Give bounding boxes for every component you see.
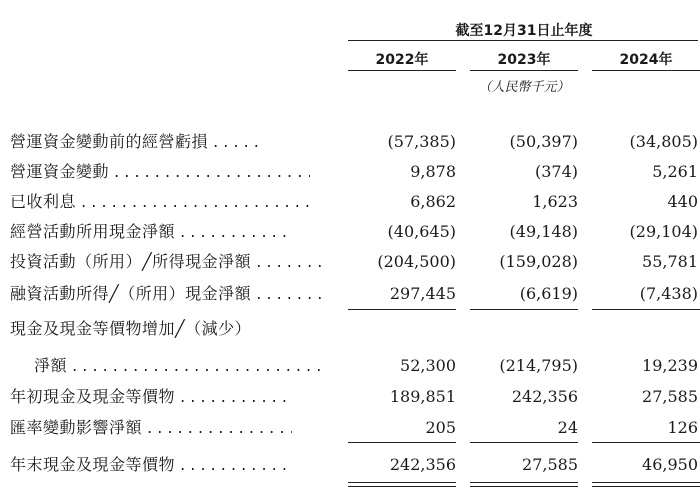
row-label: 營運資金變動前的經營虧損 . . . [10, 129, 260, 155]
period-header: 截至12月31日止年度 [455, 23, 593, 39]
value-2023: (50,397) [509, 132, 578, 151]
row-label: 經營活動所用現金淨額 . . . [10, 219, 292, 245]
row-label: 年初現金及現金等價物 . . . [10, 384, 292, 410]
value-2024: 27,585 [642, 387, 698, 406]
year-2024-rule [592, 70, 700, 71]
value-2024: 126 [667, 418, 698, 437]
total-double-rule-bottom [348, 486, 456, 487]
value-2023: (159,028) [499, 252, 578, 271]
value-2024: 5,261 [652, 162, 698, 181]
value-2023: (49,148) [509, 222, 578, 241]
table-row [0, 219, 700, 245]
row-label: 匯率變動影響淨額 . . . [10, 415, 292, 441]
value-2022: 205 [425, 418, 456, 437]
subtotal-rule [348, 442, 456, 443]
subtotal-rule [470, 309, 578, 310]
table-row [0, 249, 700, 275]
row-label: 已收利息 . . . [10, 189, 310, 215]
row-label: 營運資金變動 . . . [10, 159, 310, 185]
row-label: 年末現金及現金等價物 . . . [10, 452, 292, 478]
row-label: 融資活動所得╱（所用）現金淨額 . . . [10, 281, 322, 307]
table-row [0, 159, 700, 185]
row-label: 投資活動（所用）╱所得現金淨額 . . . [10, 249, 322, 275]
row-label: 現金及現金等價物增加╱（減少） [10, 319, 252, 338]
subtotal-rule [348, 309, 456, 310]
total-double-rule-top [348, 482, 456, 483]
value-2022: (57,385) [387, 132, 456, 151]
year-2022-header: 2022年 [375, 52, 429, 68]
table-row [0, 281, 700, 307]
value-2023: (214,795) [499, 356, 578, 375]
total-double-rule-top [470, 482, 578, 483]
value-2024: (29,104) [629, 222, 698, 241]
year-2022-rule [348, 70, 456, 71]
value-2023: 24 [557, 418, 578, 437]
table-row [0, 415, 700, 441]
row-label: 淨額 . . . [34, 353, 326, 379]
value-2022: 189,851 [389, 387, 456, 406]
value-2023: 242,356 [511, 387, 578, 406]
value-2022: 242,356 [389, 455, 456, 474]
subtotal-rule [592, 442, 700, 443]
total-double-rule-bottom [592, 486, 700, 487]
value-2024: 55,781 [642, 252, 698, 271]
value-2022: 6,862 [410, 192, 456, 211]
value-2022: 297,445 [389, 284, 456, 303]
subtotal-rule [470, 442, 578, 443]
value-2024: (34,805) [629, 132, 698, 151]
value-2022: 52,300 [400, 356, 456, 375]
unit-label: （人民幣千元） [478, 80, 570, 95]
total-double-rule-top [592, 482, 700, 483]
value-2023: 27,585 [522, 455, 578, 474]
table-row [0, 384, 700, 410]
total-double-rule-bottom [470, 486, 578, 487]
table-row [0, 189, 700, 215]
value-2022: (204,500) [377, 252, 456, 271]
table-row [0, 353, 700, 379]
period-header-rule [348, 40, 698, 41]
value-2023: (374) [534, 162, 578, 181]
value-2023: (6,619) [519, 284, 578, 303]
value-2024: 46,950 [642, 455, 698, 474]
value-2024: 440 [667, 192, 698, 211]
year-2023-rule [470, 70, 578, 71]
subtotal-rule [592, 309, 700, 310]
table-row [0, 316, 700, 342]
year-2023-header: 2023年 [497, 52, 551, 68]
year-2024-header: 2024年 [619, 52, 673, 68]
value-2024: 19,239 [642, 356, 698, 375]
value-2023: 1,623 [532, 192, 578, 211]
value-2024: (7,438) [639, 284, 698, 303]
value-2022: (40,645) [387, 222, 456, 241]
table-row [0, 452, 700, 478]
table-row [0, 129, 700, 155]
value-2022: 9,878 [410, 162, 456, 181]
